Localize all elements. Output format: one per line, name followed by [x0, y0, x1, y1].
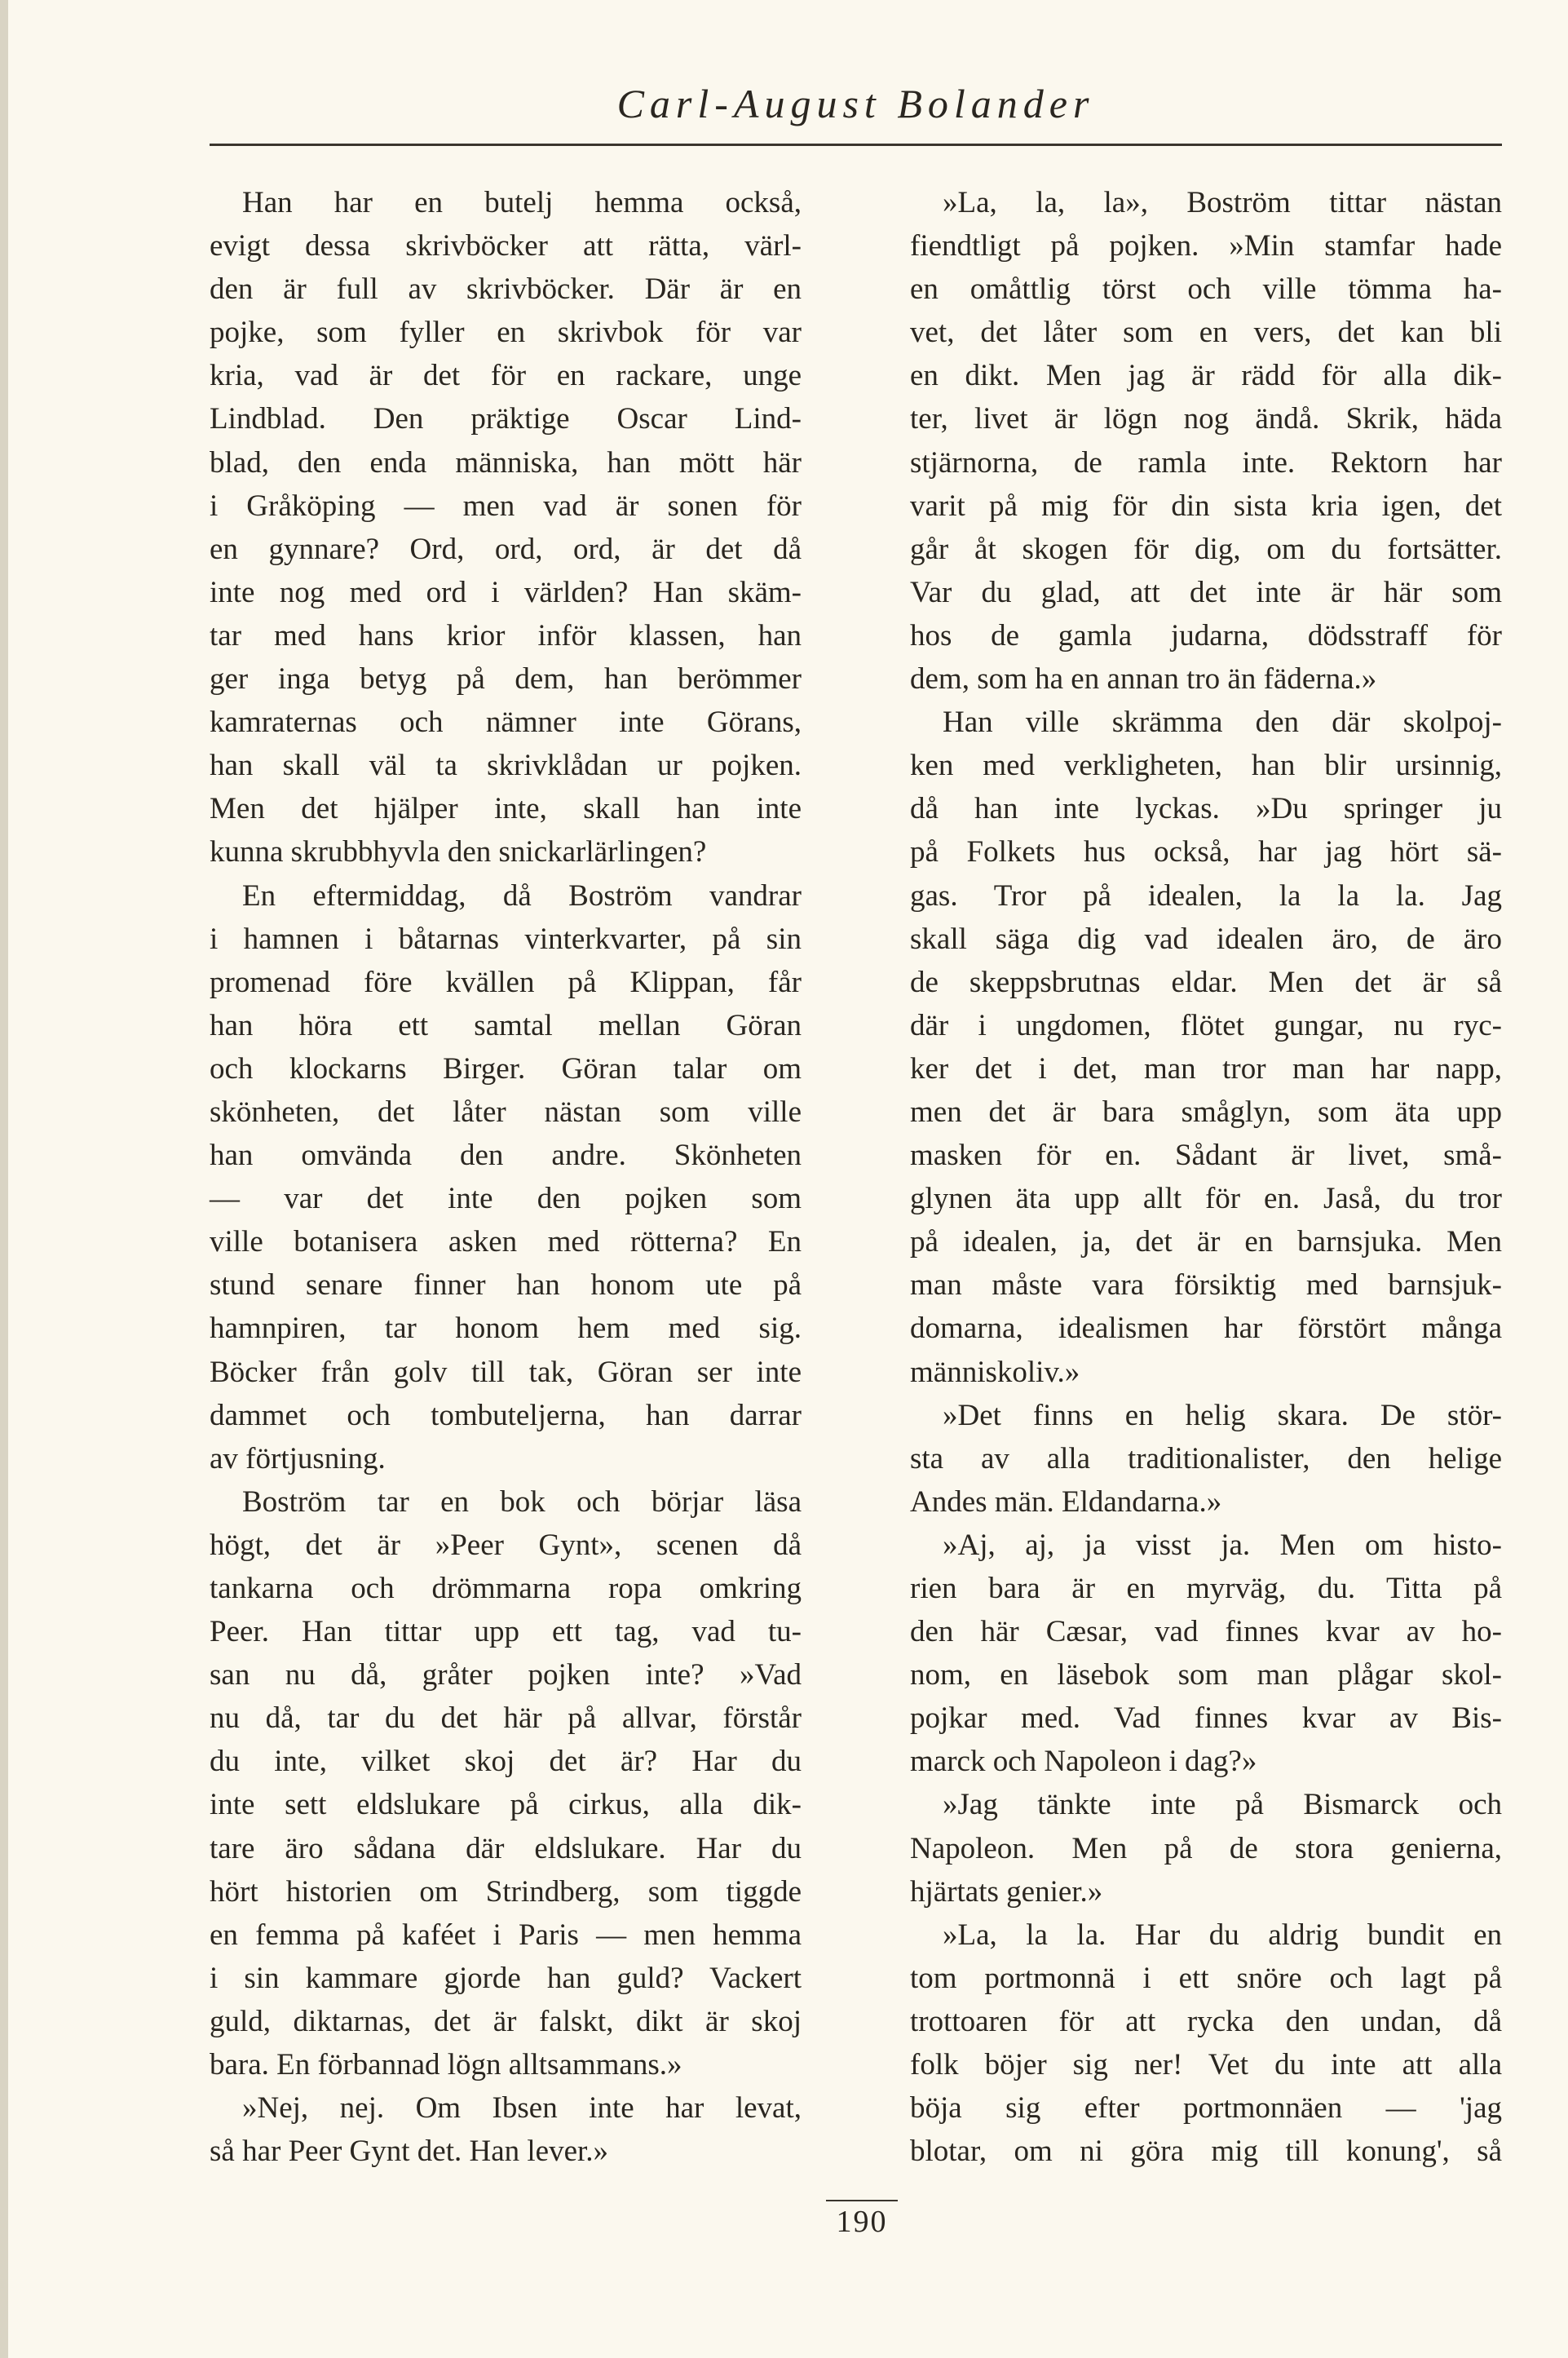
text-line: promenad före kvällen på Klippan, får: [210, 965, 802, 999]
text-line: »La, la, la», Boström tittar nästan: [943, 186, 1502, 219]
text-line: en femma på kaféet i Paris — men hemma: [210, 1918, 802, 1952]
text-line: Andes män. Eldandarna.»: [910, 1484, 1222, 1519]
text-line: dem, som ha en annan tro än fäderna.»: [910, 662, 1377, 697]
text-line: tar med hans krior inför klassen, han: [210, 618, 802, 653]
text-line: Böcker från golv till tak, Göran ser inte: [210, 1355, 802, 1389]
text-line: tom portmonnä i ett snöre och lagt på: [910, 1961, 1502, 1995]
text-line: Men det hjälper inte, skall han inte: [210, 792, 802, 826]
text-line: då han inte lyckas. »Du springer ju: [910, 792, 1502, 826]
text-line: högt, det är »Peer Gynt», scenen då: [210, 1528, 802, 1562]
text-line: vet, det låter som en vers, det kan bli: [910, 316, 1502, 350]
text-line: blad, den enda människa, han mött här: [210, 445, 802, 480]
text-line: en omåttlig törst och ville tömma ha-: [910, 272, 1502, 307]
text-line: tare äro sådana där eldslukare. Har du: [210, 1831, 802, 1865]
text-line: guld, diktarnas, det är falskt, dikt är skoj: [210, 2004, 802, 2038]
text-line: glynen äta upp allt för en. Jaså, du tror: [910, 1182, 1502, 1216]
text-line: den är full av skrivböcker. Där är en: [210, 272, 802, 307]
text-line: tankarna och drömmarna ropa omkring: [210, 1572, 802, 1605]
text-line: i Gråköping — men vad är sonen för: [210, 489, 802, 523]
text-line: gas. Tror på idealen, la la la. Jag: [910, 878, 1502, 913]
text-line: skall säga dig vad idealen äro, de äro: [910, 922, 1502, 956]
text-line: Han ville skrämma den där skolpoj-: [943, 706, 1502, 740]
text-line: stjärnorna, de ramla inte. Rektorn har: [910, 445, 1502, 480]
text-line: Peer. Han tittar upp ett tag, vad tu-: [210, 1615, 802, 1649]
scan-edge: [0, 0, 8, 2358]
text-line: »Jag tänkte inte på Bismarck och: [943, 1788, 1502, 1822]
text-line: pojke, som fyller en skrivbok för var: [210, 316, 802, 350]
running-header: Carl-August Bolander: [616, 81, 1095, 126]
text-line: en dikt. Men jag är rädd för alla dik-: [910, 359, 1502, 393]
text-line: hjärtats genier.»: [910, 1874, 1103, 1909]
text-line: och klockarns Birger. Göran talar om: [210, 1051, 802, 1086]
text-line: ken med verkligheten, han blir ursinnig,: [910, 749, 1502, 783]
text-line: kria, vad är det för en rackare, unge: [210, 359, 802, 393]
text-line: ger inga betyg på dem, han berömmer: [210, 662, 802, 697]
text-line: sta av alla traditionalister, den helige: [910, 1441, 1502, 1475]
text-line: människoliv.»: [910, 1355, 1080, 1389]
text-line: san nu då, gråter pojken inte? »Vad: [210, 1658, 802, 1692]
text-line: En eftermiddag, då Boström vandrar: [242, 878, 802, 913]
text-line: rien bara är en myrväg, du. Titta på: [910, 1572, 1502, 1605]
text-line: folk böjer sig ner! Vet du inte att alla: [910, 2048, 1502, 2082]
text-line: varit på mig för din sista kria igen, det: [910, 489, 1502, 523]
text-line: ker det i det, man tror man har napp,: [910, 1051, 1502, 1086]
text-line: blotar, om ni göra mig till konung', så: [910, 2135, 1502, 2169]
text-line: »La, la la. Har du aldrig bundit en: [943, 1918, 1502, 1952]
text-line: kunna skrubbhyvla den snickarlärlingen?: [210, 835, 707, 869]
text-line: nu då, tar du det här på allvar, förstår: [210, 1701, 802, 1736]
text-line: den här Cæsar, vad finnes kvar av ho-: [910, 1615, 1502, 1649]
text-line: Lindblad. Den präktige Oscar Lind-: [210, 402, 802, 436]
text-line: böja sig efter portmonnäen — 'jag: [910, 2091, 1502, 2126]
text-line: man måste vara försiktig med barnsjuk-: [910, 1268, 1502, 1303]
text-line: »Aj, aj, ja visst ja. Men om histo-: [943, 1528, 1502, 1562]
text-line: pojkar med. Vad finnes kvar av Bis-: [910, 1701, 1502, 1736]
page-number-rule: [826, 2200, 898, 2201]
text-line: de skeppsbrutnas eldar. Men det är så: [910, 965, 1502, 999]
text-line: Han har en butelj hemma också,: [242, 186, 802, 219]
text-line: »Det finns en helig skara. De stör-: [943, 1398, 1502, 1432]
text-line: »Nej, nej. Om Ibsen inte har levat,: [242, 2091, 802, 2126]
text-line: Var du glad, att det inte är här som: [910, 575, 1502, 609]
text-line: ter, livet är lögn nog ändå. Skrik, häda: [910, 402, 1502, 436]
text-line: Napoleon. Men på de stora genierna,: [910, 1831, 1502, 1865]
text-line: — var det inte den pojken som: [210, 1182, 802, 1216]
text-line: av förtjusning.: [210, 1441, 386, 1475]
text-line: nom, en läsebok som man plågar skol-: [910, 1658, 1502, 1692]
header-rule: [210, 144, 1502, 146]
text-line: han omvända den andre. Skönheten: [210, 1139, 802, 1173]
text-line: fiendtligt på pojken. »Min stamfar hade: [910, 229, 1502, 263]
text-line: domarna, idealismen har förstört många: [910, 1312, 1502, 1346]
text-line: så har Peer Gynt det. Han lever.»: [210, 2135, 609, 2169]
text-line: hos de gamla judarna, dödsstraff för: [910, 618, 1502, 653]
text-line: skönheten, det låter nästan som ville: [210, 1095, 802, 1129]
text-line: bara. En förbannad lögn alltsammans.»: [210, 2048, 682, 2082]
text-line: där i ungdomen, flötet gungar, nu ryc-: [910, 1008, 1502, 1042]
text-line: hört historien om Strindberg, som tiggde: [210, 1874, 802, 1909]
text-line: hamnpiren, tar honom hem med sig.: [210, 1312, 802, 1346]
text-line: i sin kammare gjorde han guld? Vackert: [210, 1961, 802, 1995]
text-line: evigt dessa skrivböcker att rätta, värl-: [210, 229, 802, 263]
left-column: [210, 181, 802, 2173]
text-line: Boström tar en bok och börjar läsa: [242, 1484, 802, 1519]
text-line: dammet och tombuteljerna, han darrar: [210, 1398, 802, 1432]
text-line: går åt skogen för dig, om du fortsätter.: [910, 532, 1502, 566]
text-line: du inte, vilket skoj det är? Har du: [210, 1745, 802, 1779]
text-line: på idealen, ja, det är en barnsjuka. Men: [910, 1225, 1502, 1259]
text-line: masken för en. Sådant är livet, små-: [910, 1139, 1502, 1173]
text-line: inte nog med ord i världen? Han skäm-: [210, 575, 802, 609]
page-number: 190: [836, 2205, 888, 2239]
text-line: trottoaren för att rycka den undan, då: [910, 2004, 1502, 2038]
text-line: men det är bara småglyn, som äta upp: [910, 1095, 1502, 1129]
text-line: inte sett eldslukare på cirkus, alla dik-: [210, 1788, 802, 1822]
text-line: han höra ett samtal mellan Göran: [210, 1008, 802, 1042]
text-line: en gynnare? Ord, ord, ord, är det då: [210, 532, 802, 566]
text-line: i hamnen i båtarnas vinterkvarter, på sin: [210, 922, 802, 956]
right-column: [910, 181, 1502, 2173]
text-line: han skall väl ta skrivklådan ur pojken.: [210, 749, 802, 783]
text-line: stund senare finner han honom ute på: [210, 1268, 802, 1303]
text-line: marck och Napoleon i dag?»: [910, 1745, 1257, 1779]
text-line: ville botanisera asken med rötterna? En: [210, 1225, 802, 1259]
text-line: på Folkets hus också, har jag hört sä-: [910, 835, 1502, 869]
text-line: kamraternas och nämner inte Görans,: [210, 706, 802, 740]
